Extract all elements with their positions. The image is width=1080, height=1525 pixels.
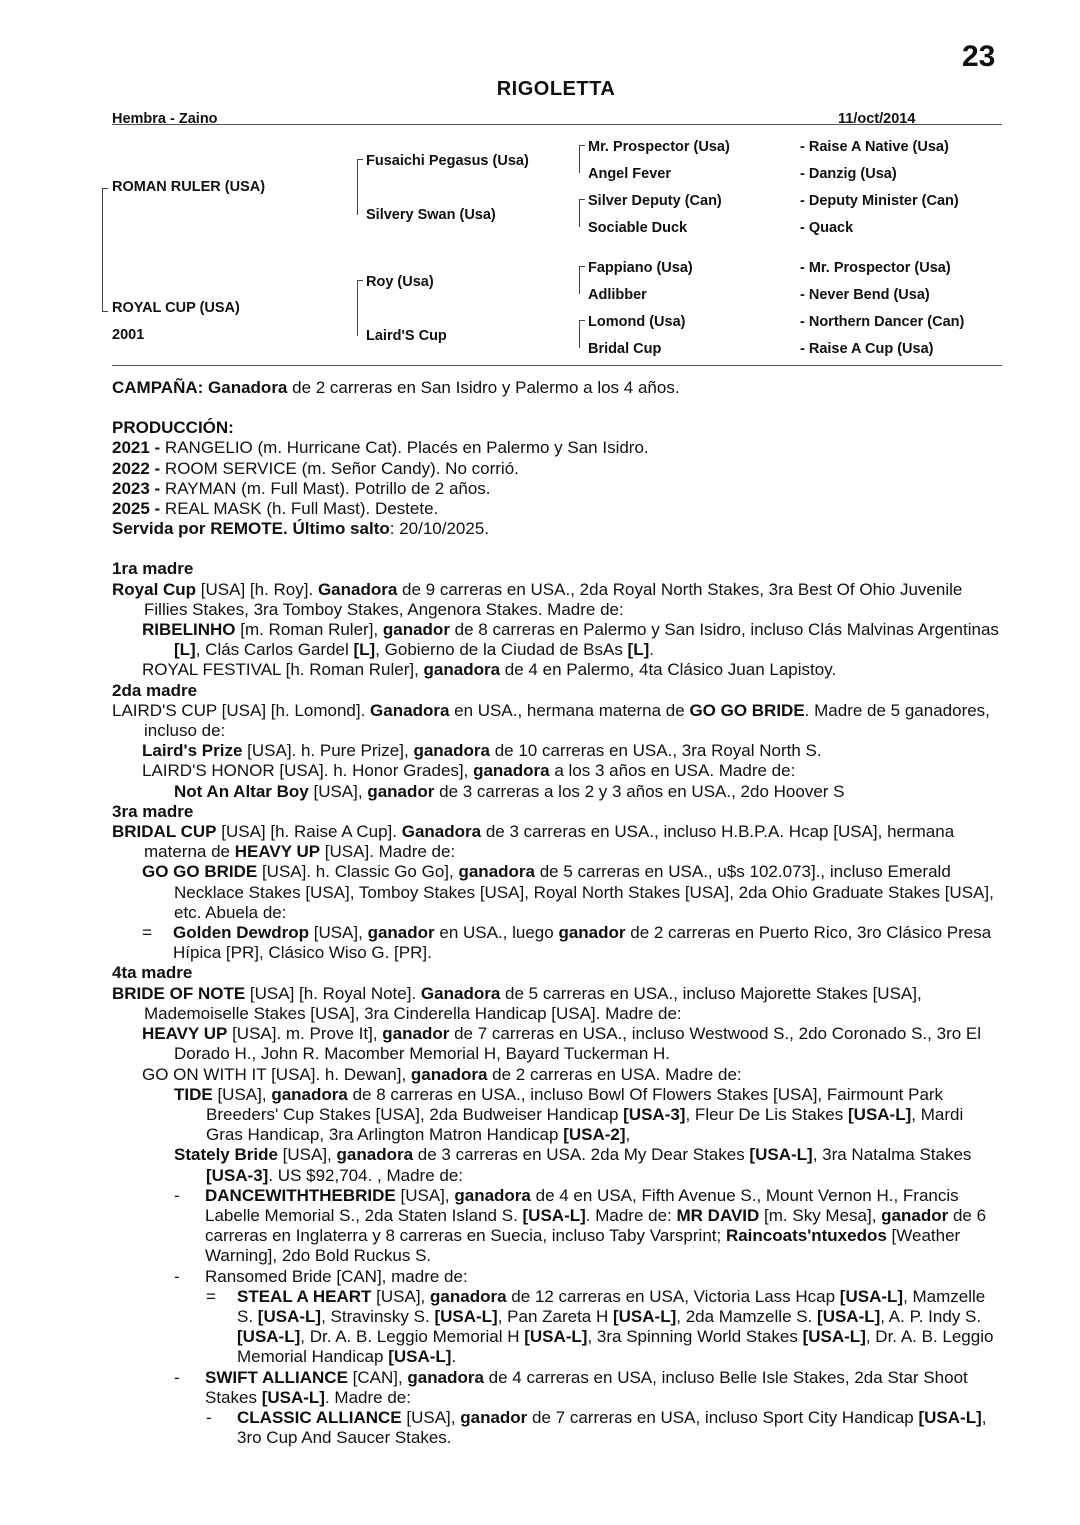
text: , 3ra Natalma Stakes [812, 1145, 972, 1165]
bold-text: ganador [881, 1205, 949, 1225]
family-notes [112, 559, 1002, 1448]
family-entry [112, 1145, 1002, 1185]
text: , Gobierno de la Ciudad de BsAs [375, 640, 628, 660]
text: . [451, 1347, 457, 1367]
text: de 2 carreras en USA. Madre de: [487, 1064, 742, 1084]
produccion-item [112, 499, 1002, 519]
list-marker: - [174, 1367, 180, 1387]
text: [Weather Warning], 2do Bold Ruckus S. [205, 1226, 961, 1266]
text: [USA]. h. Pure Prize], [242, 741, 414, 761]
bold-text: ganadora [407, 1367, 484, 1387]
dam-year: 2001 [112, 327, 145, 343]
text: de 6 carreras en Inglaterra y 8 carreras en Suecia, incluso Taby Varsprint; [205, 1205, 987, 1246]
campana-text: de 2 carreras en San Isidro y Palermo a los 4 años. [287, 378, 680, 397]
list-marker: = [206, 1286, 216, 1306]
bold-text: [USA-2] [563, 1125, 626, 1145]
bold-text: [USA-L] [839, 1286, 904, 1306]
bold-text: [USA-L] [524, 1327, 588, 1347]
page-number: 23 [962, 40, 996, 73]
family-entry [112, 782, 1002, 802]
family-entry [112, 761, 1002, 781]
text: de 3 carreras a los 2 y 3 años en USA., 2do Hoover S [434, 781, 845, 801]
bold-text: 3ra madre [112, 801, 194, 821]
text: , Stravinsky S. [321, 1306, 435, 1326]
text: [USA], [371, 1286, 431, 1306]
bracket-tick [357, 159, 363, 160]
bold-text: [USA-L] [261, 1387, 325, 1407]
bold-text: 1ra madre [112, 559, 194, 579]
bold-text: [USA-L] [817, 1306, 881, 1326]
servida-sep: . [283, 519, 293, 539]
text: GO ON WITH IT [USA]. h. Dewan], [142, 1064, 411, 1084]
text: , 3ro Cup And Saucer Stakes. [237, 1407, 987, 1448]
bold-text: TIDE [174, 1084, 213, 1104]
produccion-item [112, 438, 1002, 458]
bold-text: ganador [367, 923, 435, 943]
bold-text: GO GO BRIDE [689, 700, 805, 720]
bold-text: HEAVY UP [142, 1024, 228, 1044]
bold-text: ganador [367, 781, 435, 801]
produccion-title: PRODUCCIÓN: [112, 418, 234, 438]
generation-heading [112, 802, 1002, 822]
g3-2: Angel Fever [588, 166, 671, 182]
family-entry [112, 923, 1002, 963]
generation-heading [112, 963, 1002, 983]
text: [USA], [309, 923, 368, 943]
text: , Fleur De Lis Stakes [685, 1104, 848, 1124]
produccion-text: RANGELIO (m. Hurricane Cat). Placés en Palermo y San Isidro. [160, 438, 649, 458]
campana [112, 378, 1002, 398]
text: [USA], [395, 1185, 455, 1205]
family-entry [112, 1287, 1002, 1368]
bold-text: [USA-L] [237, 1327, 301, 1347]
dam: ROYAL CUP (USA) [112, 300, 240, 316]
body-text [112, 378, 1002, 1448]
family-entry [112, 1368, 1002, 1408]
bold-text: ganadora [271, 1084, 348, 1104]
g2-sire-dam: Silvery Swan (Usa) [366, 207, 496, 223]
bold-text: ganadora [458, 862, 535, 882]
list-marker: - [206, 1407, 212, 1427]
family-entry [112, 1408, 1002, 1448]
family-entry [112, 741, 1002, 761]
text: . Madre de: [585, 1205, 677, 1225]
text: , Pan Zareta H [497, 1306, 613, 1326]
text: [CAN], [347, 1367, 408, 1387]
list-marker: = [142, 923, 152, 943]
text: [USA] [h. Roy]. [196, 579, 318, 599]
g4-6: - Never Bend (Usa) [800, 287, 930, 303]
produccion-item [112, 479, 1002, 499]
campana-label: CAMPAÑA: [112, 378, 204, 397]
bold-text: [USA-L] [802, 1327, 866, 1347]
bold-text: Ganadora [420, 983, 501, 1003]
bold-text: Ganadora [317, 579, 398, 599]
bracket-g2 [357, 159, 358, 215]
text: , [625, 1125, 631, 1145]
bold-text: GO GO BRIDE [142, 862, 258, 882]
g4-1: - Raise A Native (Usa) [800, 139, 949, 155]
bold-text: ganador [460, 1407, 528, 1427]
bold-text: ganadora [473, 761, 550, 781]
bold-text: Royal Cup [112, 579, 197, 599]
g4-4: - Quack [800, 220, 854, 236]
text: [USA]. Madre de: [320, 842, 456, 862]
g3-5: Fappiano (Usa) [588, 260, 693, 276]
bracket-tick [579, 145, 585, 146]
text: [USA], [308, 781, 368, 801]
servida-label: Servida por [112, 519, 211, 539]
bold-text: Raincoats'ntuxedos [725, 1226, 887, 1246]
family-entry [112, 1267, 1002, 1287]
text: , A. P. Indy S. [880, 1306, 982, 1326]
bold-text: [USA-L] [749, 1145, 813, 1165]
text: de 12 carreras en USA, Victoria Lass Hcap [506, 1286, 840, 1306]
text: , Dr. A. B. Leggio Memorial Handicap [237, 1327, 994, 1367]
text: [USA]. m. Prove It], [227, 1024, 383, 1044]
text: , Mamzelle S. [237, 1286, 986, 1326]
list-marker: - [174, 1185, 180, 1205]
g2-sire-sire: Fusaichi Pegasus (Usa) [366, 153, 529, 169]
text: [USA], [212, 1084, 272, 1104]
text: , Mardi Gras Handicap, 3ra Arlington Matron Handicap [206, 1104, 964, 1145]
bold-text: [USA-L] [522, 1205, 586, 1225]
bold-text: Golden Dewdrop [173, 923, 309, 943]
bold-text: ganadora [413, 741, 490, 761]
text: Ransomed Bride [CAN], madre de: [205, 1266, 468, 1286]
servida [112, 519, 1002, 539]
bold-text: [USA-3] [623, 1104, 686, 1124]
text: [USA], [277, 1145, 337, 1165]
bold-text: [USA-L] [612, 1306, 677, 1326]
sire: ROMAN RULER (USA) [112, 179, 266, 195]
text: de 4 en USA, Fifth Avenue S., Mount Vernon H., Francis Labelle Memorial S., 2da Staten Island S. [205, 1185, 959, 1225]
generation-heading [112, 681, 1002, 701]
produccion-year: 2025 - [112, 499, 161, 519]
bold-text: Ganadora [401, 822, 482, 842]
text: . Madre de 5 ganadores, incluso de: [144, 700, 990, 741]
bold-text: ganadora [423, 660, 501, 680]
pedigree-table [112, 124, 1002, 366]
bold-text: ganadora [454, 1185, 531, 1205]
bold-text: Ganadora [370, 700, 450, 720]
bold-text: ganadora [410, 1064, 488, 1084]
bold-text: 2da madre [112, 680, 198, 700]
bold-text: [USA-3] [206, 1165, 269, 1185]
text: de 5 carreras en USA., u$s 102.073]., incluso Emerald Necklace Stakes [USA], Tomboy Stakes [USA], Royal North Stakes [USA], 2da Ohio Graduate Stakes [USA], etc. Abuela de: [174, 862, 994, 922]
bracket-tick [579, 320, 585, 321]
bold-text: DANCEWITHTHEBRIDE [205, 1185, 396, 1205]
bold-text: RIBELINHO [142, 620, 236, 640]
g4-8: - Raise A Cup (Usa) [800, 341, 934, 357]
bold-text: [USA-L] [848, 1104, 912, 1124]
text: de 8 carreras en Palermo y San Isidro, incluso Clás Malvinas Argentinas [449, 620, 999, 640]
list-marker: - [174, 1266, 180, 1286]
g2-dam-sire: Roy (Usa) [366, 274, 434, 290]
produccion-year: 2023 - [112, 478, 161, 498]
horse-name: RIGOLETTA [496, 78, 616, 100]
bold-text: MR DAVID [676, 1205, 760, 1225]
family-entry [112, 1186, 1002, 1267]
g3-4: Sociable Duck [588, 220, 688, 236]
bold-text: ganadora [430, 1286, 507, 1306]
generation-heading [112, 559, 1002, 579]
family-entry [112, 660, 1002, 680]
text: en USA., luego [434, 923, 559, 943]
text: a los 3 años en USA. Madre de: [549, 761, 796, 781]
text: , Clás Carlos Gardel [195, 640, 354, 660]
text: en USA., hermana materna de [449, 700, 690, 720]
g3-3: Silver Deputy (Can) [588, 193, 722, 209]
text: LAIRD'S HONOR [USA]. h. Honor Grades], [142, 761, 474, 781]
bold-text: Laird's Prize [142, 741, 243, 761]
bracket-g2 [357, 280, 358, 336]
bold-text: Not An Altar Boy [174, 781, 309, 801]
family-entry [112, 580, 1002, 620]
bracket-g3 [579, 199, 580, 227]
text: . Madre de: [324, 1387, 411, 1407]
bracket-tick [357, 280, 363, 281]
g4-5: - Mr. Prospector (Usa) [800, 260, 951, 276]
sex-color: Hembra - Zaino [112, 111, 218, 127]
bold-text: [USA-L] [388, 1347, 452, 1367]
produccion-item [112, 459, 1002, 479]
text: LAIRD'S CUP [USA] [h. Lomond]. [112, 700, 371, 720]
family-entry [112, 862, 1002, 923]
text: de 10 carreras en USA., 3ra Royal North S. [489, 741, 822, 761]
text: , 2da Mamzelle S. [676, 1306, 818, 1326]
campana-bold: Ganadora [208, 378, 288, 397]
produccion-year: 2022 - [112, 458, 161, 478]
bracket-tick [579, 199, 585, 200]
bold-text: Stately Bride [174, 1145, 278, 1165]
family-entry [112, 620, 1002, 660]
servida-salto-label: Último salto [292, 519, 390, 539]
text: de 3 carreras en USA. 2da My Dear Stakes [413, 1145, 750, 1165]
bold-text: BRIDE OF NOTE [112, 983, 246, 1003]
family-entry [112, 701, 1002, 741]
bracket-g3 [579, 266, 580, 294]
family-entry [112, 1085, 1002, 1146]
bracket-g1 [102, 188, 103, 312]
text: . US $92,704. , Madre de: [268, 1165, 464, 1185]
bold-text: ganador [382, 620, 450, 640]
bold-text: 4ta madre [112, 963, 193, 983]
bold-text: STEAL A HEART [237, 1286, 372, 1306]
text: [USA]. h. Classic Go Go], [257, 862, 459, 882]
g3-8: Bridal Cup [588, 341, 662, 357]
g4-7: - Northern Dancer (Can) [800, 314, 965, 330]
bold-text: SWIFT ALLIANCE [205, 1367, 348, 1387]
family-entry [112, 822, 1002, 862]
text: de 4 en Palermo, 4ta Clásico Juan Lapistoy. [500, 660, 837, 680]
bracket-tick [579, 266, 585, 267]
bracket-g3 [579, 145, 580, 173]
bold-text: BRIDAL CUP [112, 822, 217, 842]
family-entry [112, 1065, 1002, 1085]
text: , Dr. A. B. Leggio Memorial H [300, 1327, 525, 1347]
bold-text: [L] [174, 640, 196, 660]
text: [USA], [401, 1407, 461, 1427]
text: de 4 carreras en USA, incluso Belle Isle Stakes, 2da Star Shoot Stakes [205, 1367, 968, 1407]
servida-salto-date: : 20/10/2025. [389, 519, 490, 539]
text: de 7 carreras en USA, incluso Sport City Handicap [527, 1407, 919, 1427]
text: [USA] [h. Raise A Cup]. [216, 822, 402, 842]
text: [m. Roman Ruler], [235, 620, 383, 640]
bold-text: ganadora [336, 1145, 414, 1165]
family-entry [112, 984, 1002, 1024]
produccion-text: ROOM SERVICE (m. Señor Candy). No corrió. [160, 458, 519, 478]
produccion-text: REAL MASK (h. Full Mast). Destete. [160, 499, 439, 519]
text: ROYAL FESTIVAL [h. Roman Ruler], [142, 660, 424, 680]
g4-2: - Danzig (Usa) [800, 166, 897, 182]
bold-text: ganador [558, 923, 626, 943]
text: de 7 carreras en USA., incluso Westwood S., 2do Coronado S., 3ro El Dorado H., John R. Macomber Memorial H, Bayard Tuckerman H. [174, 1024, 982, 1064]
text: [USA] [h. Royal Note]. [245, 983, 421, 1003]
birth-date: 11/oct/2014 [838, 111, 916, 127]
produccion-year: 2021 - [112, 438, 161, 458]
bold-text: [L] [627, 640, 650, 660]
text: [m. Sky Mesa], [759, 1205, 882, 1225]
text: , 3ra Spinning World Stakes [587, 1327, 803, 1347]
g3-6: Adlibber [588, 287, 647, 303]
bold-text: [L] [353, 640, 376, 660]
g3-7: Lomond (Usa) [588, 314, 686, 330]
bold-text: [USA-L] [434, 1306, 498, 1326]
servida-stallion: REMOTE [210, 519, 283, 539]
text: de 8 carreras en USA., incluso Bowl Of Flowers Stakes [USA], Fairmount Park Breeders' Cup Stakes [USA], 2da Budweiser Handicap [206, 1084, 944, 1124]
text: de 5 carreras en USA., incluso Majorette Stakes [USA], Mademoiselle Stakes [USA], 3ra Cinderella Handicap [USA]. Madre de: [144, 983, 922, 1023]
text: . [649, 640, 654, 660]
g3-1: Mr. Prospector (Usa) [588, 139, 730, 155]
text: de 3 carreras en USA., incluso H.B.P.A. Hcap [USA], hermana materna de [144, 822, 955, 862]
bold-text: HEAVY UP [234, 842, 321, 862]
bold-text: ganador [382, 1024, 450, 1044]
family-entry [112, 1024, 1002, 1064]
bold-text: [USA-L] [918, 1407, 982, 1427]
text: de 2 carreras en Puerto Rico, 3ro Clásico Presa Hípica [PR], Clásico Wiso G. [PR]. [173, 923, 992, 963]
produccion-text: RAYMAN (m. Full Mast). Potrillo de 2 años. [160, 478, 491, 498]
bracket-tick [102, 311, 108, 312]
bold-text: [USA-L] [257, 1306, 322, 1326]
bracket-g3 [579, 320, 580, 348]
text: de 9 carreras en USA., 2da Royal North Stakes, 3ra Best Of Ohio Juvenile Fillies Stakes, 3ra Tomboy Stakes, Angenora Stakes. Madre de: [144, 579, 963, 619]
g2-dam-dam: Laird'S Cup [366, 328, 447, 344]
bold-text: CLASSIC ALLIANCE [237, 1407, 402, 1427]
bracket-tick [102, 188, 108, 189]
g4-3: - Deputy Minister (Can) [800, 193, 959, 209]
